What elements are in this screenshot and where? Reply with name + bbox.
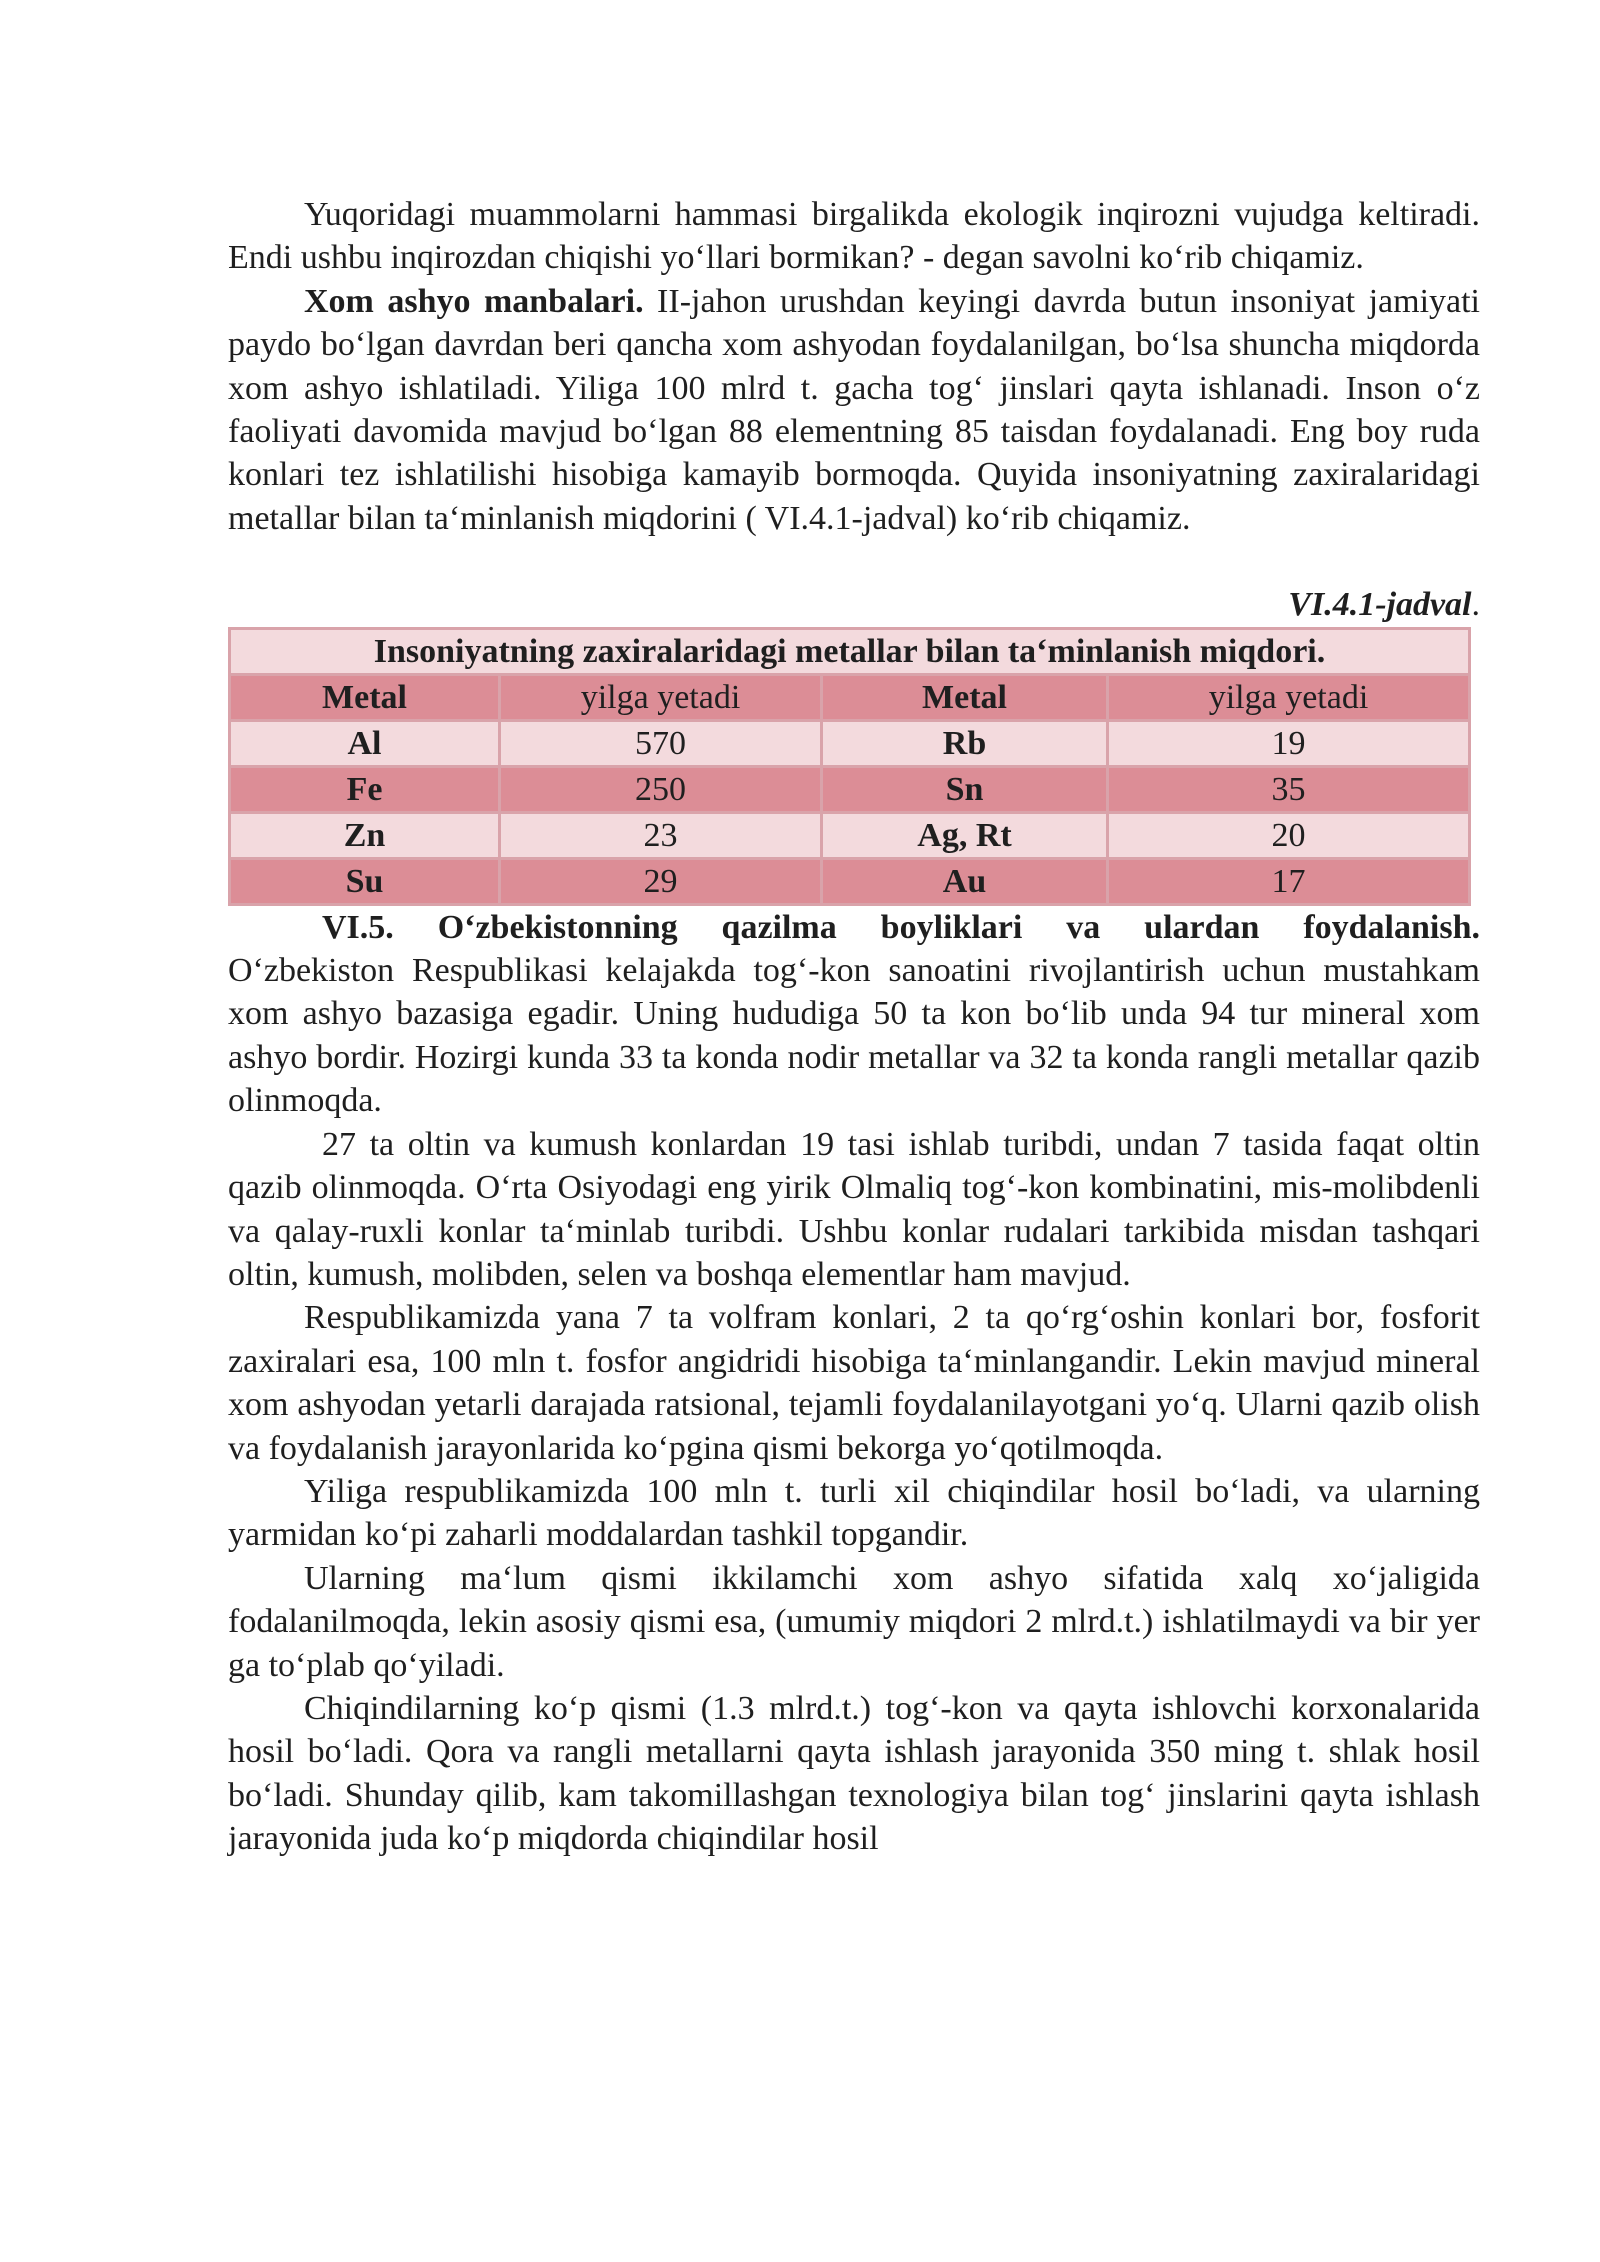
document-page: [228, 193, 1480, 1861]
table-cell: Sn: [822, 766, 1108, 812]
table-cell: 29: [500, 858, 822, 904]
paragraph-2: [228, 280, 1480, 540]
table-cell: Rb: [822, 720, 1108, 766]
table-cell: Zn: [230, 812, 500, 858]
table-title-row: [230, 628, 1470, 674]
section-title: VI.5. O‘zbekistonning qazilma boyliklari va ulardan foydalanish.: [322, 908, 1480, 946]
table-row: [230, 720, 1470, 766]
paragraph-6: Yiliga respublikamizda 100 mln t. turli xil chiqindilar hosil bo‘ladi, va ularning yarmidan ko‘pi zaharli moddalardan tashkil topgandir.: [228, 1472, 1480, 1554]
table-header-row: [230, 674, 1470, 720]
table-row: [230, 766, 1470, 812]
table-cell: 17: [1108, 858, 1470, 904]
paragraph-5: Respublikamizda yana 7 ta volfram konlari, 2 ta qo‘rg‘oshin konlari bor, fosforit zaxiralari esa, 100 mln t. fosfor angidridi hisobiga ta‘minlangandir. Lekin mavjud mineral xom ashyodan yetarli darajada ratsional, tejamli foydalanilayotgani yo‘q. Ularni qazib olish va foydalanish jarayonlarida ko‘pgina qismi bekorga yo‘qotilmoqda.: [228, 1299, 1480, 1467]
paragraph-4: 27 ta oltin va kumush konlardan 19 tasi ishlab turibdi, undan 7 tasida faqat oltin qazib olinmoqda. O‘rta Osiyodagi eng yirik Olmaliq tog‘-kon kombinatini, mis-molibdenli va qalay-ruxli konlar ta‘minlab turibdi. Ushbu konlar rudalari tarkibida misdan tashqari oltin, kumush, molibden, selen va boshqa elementlar ham mavjud.: [228, 1125, 1480, 1293]
table-title: Insoniyatning zaxiralaridagi metallar bilan ta‘minlanish miqdori.: [230, 628, 1470, 674]
paragraph-2-text: II-jahon urushdan keyingi davrda butun insoniyat jamiyati paydo bo‘lgan davrdan beri qancha xom ashyodan foydalanilgan, bo‘lsa shuncha miqdorda xom ashyo ishlatiladi. Yiliga 100 mlrd t. gacha tog‘ jinslari qayta ishlanadi. Inson o‘z faoliyati davomida mavjud bo‘lgan 88 elementning 85 taisdan foydalanadi. Eng boy ruda konlari tez ishlatilishi hisobiga kamayib bormoqda. Quyida insoniyatning zaxiralaridagi metallar bilan ta‘minlanish miqdorini ( VI.4.1-jadval) ko‘rib chiqamiz.: [228, 282, 1481, 537]
table-row: [230, 812, 1470, 858]
table-row: [230, 858, 1470, 904]
table-cell: Au: [822, 858, 1108, 904]
table-header: Metal: [822, 674, 1108, 720]
table-cell: Fe: [230, 766, 500, 812]
paragraph-2-heading: Xom ashyo manbalari.: [304, 282, 644, 320]
paragraph-1: Yuqoridagi muammolarni hammasi birgalikda ekologik inqirozni vujudga keltiradi. Endi ushbu inqirozdan chiqishi yo‘llari bormikan? - degan savolni ko‘rib chiqamiz.: [228, 196, 1480, 277]
metals-table: [228, 627, 1471, 906]
table-cell: 35: [1108, 766, 1470, 812]
table-cell: 250: [500, 766, 822, 812]
table-header: yilga yetadi: [500, 674, 822, 720]
paragraph-8: Chiqindilarning ko‘p qismi (1.3 mlrd.t.) tog‘-kon va qayta ishlovchi korxonalarida hosil bo‘ladi. Qora va rangli metallarni qayta ishlash jarayonida 350 ming t. shlak hosil bo‘ladi. Shunday qilib, kam takomillashgan texnologiya bilan tog‘ jinslarini qayta ishlash jarayonida juda ko‘p miqdorda chiqindilar hosil: [228, 1689, 1480, 1858]
table-cell: Al: [230, 720, 500, 766]
table-header: yilga yetadi: [1108, 674, 1470, 720]
table-cell: 19: [1108, 720, 1470, 766]
table-cell: 23: [500, 812, 822, 858]
table-cell: 570: [500, 720, 822, 766]
table-header: Metal: [230, 674, 500, 720]
table-caption: VI.4.1-jadval.: [1288, 586, 1480, 624]
table-cell: Ag, Rt: [822, 812, 1108, 858]
table-cell: 20: [1108, 812, 1470, 858]
table-cell: Su: [230, 858, 500, 904]
paragraph-7: Ularning ma‘lum qismi ikkilamchi xom ashyo sifatida xalq xo‘jaligida fodalanilmoqda, lekin asosiy qismi esa, (umumiy miqdori 2 mlrd.t.) ishlatilmaydi va bir yer ga to‘plab qo‘yiladi.: [228, 1559, 1480, 1684]
paragraph-3: O‘zbekiston Respublikasi kelajakda tog‘-kon sanoatini rivojlantirish uchun mustahkam xom ashyo bazasiga egadir. Uning hududiga 50 ta kon bo‘lib unda 94 tur mineral xom ashyo bordir. Hozirgi kunda 33 ta konda nodir metallar va 32 ta konda rangli metallar qazib olinmoqda.: [228, 952, 1480, 1120]
